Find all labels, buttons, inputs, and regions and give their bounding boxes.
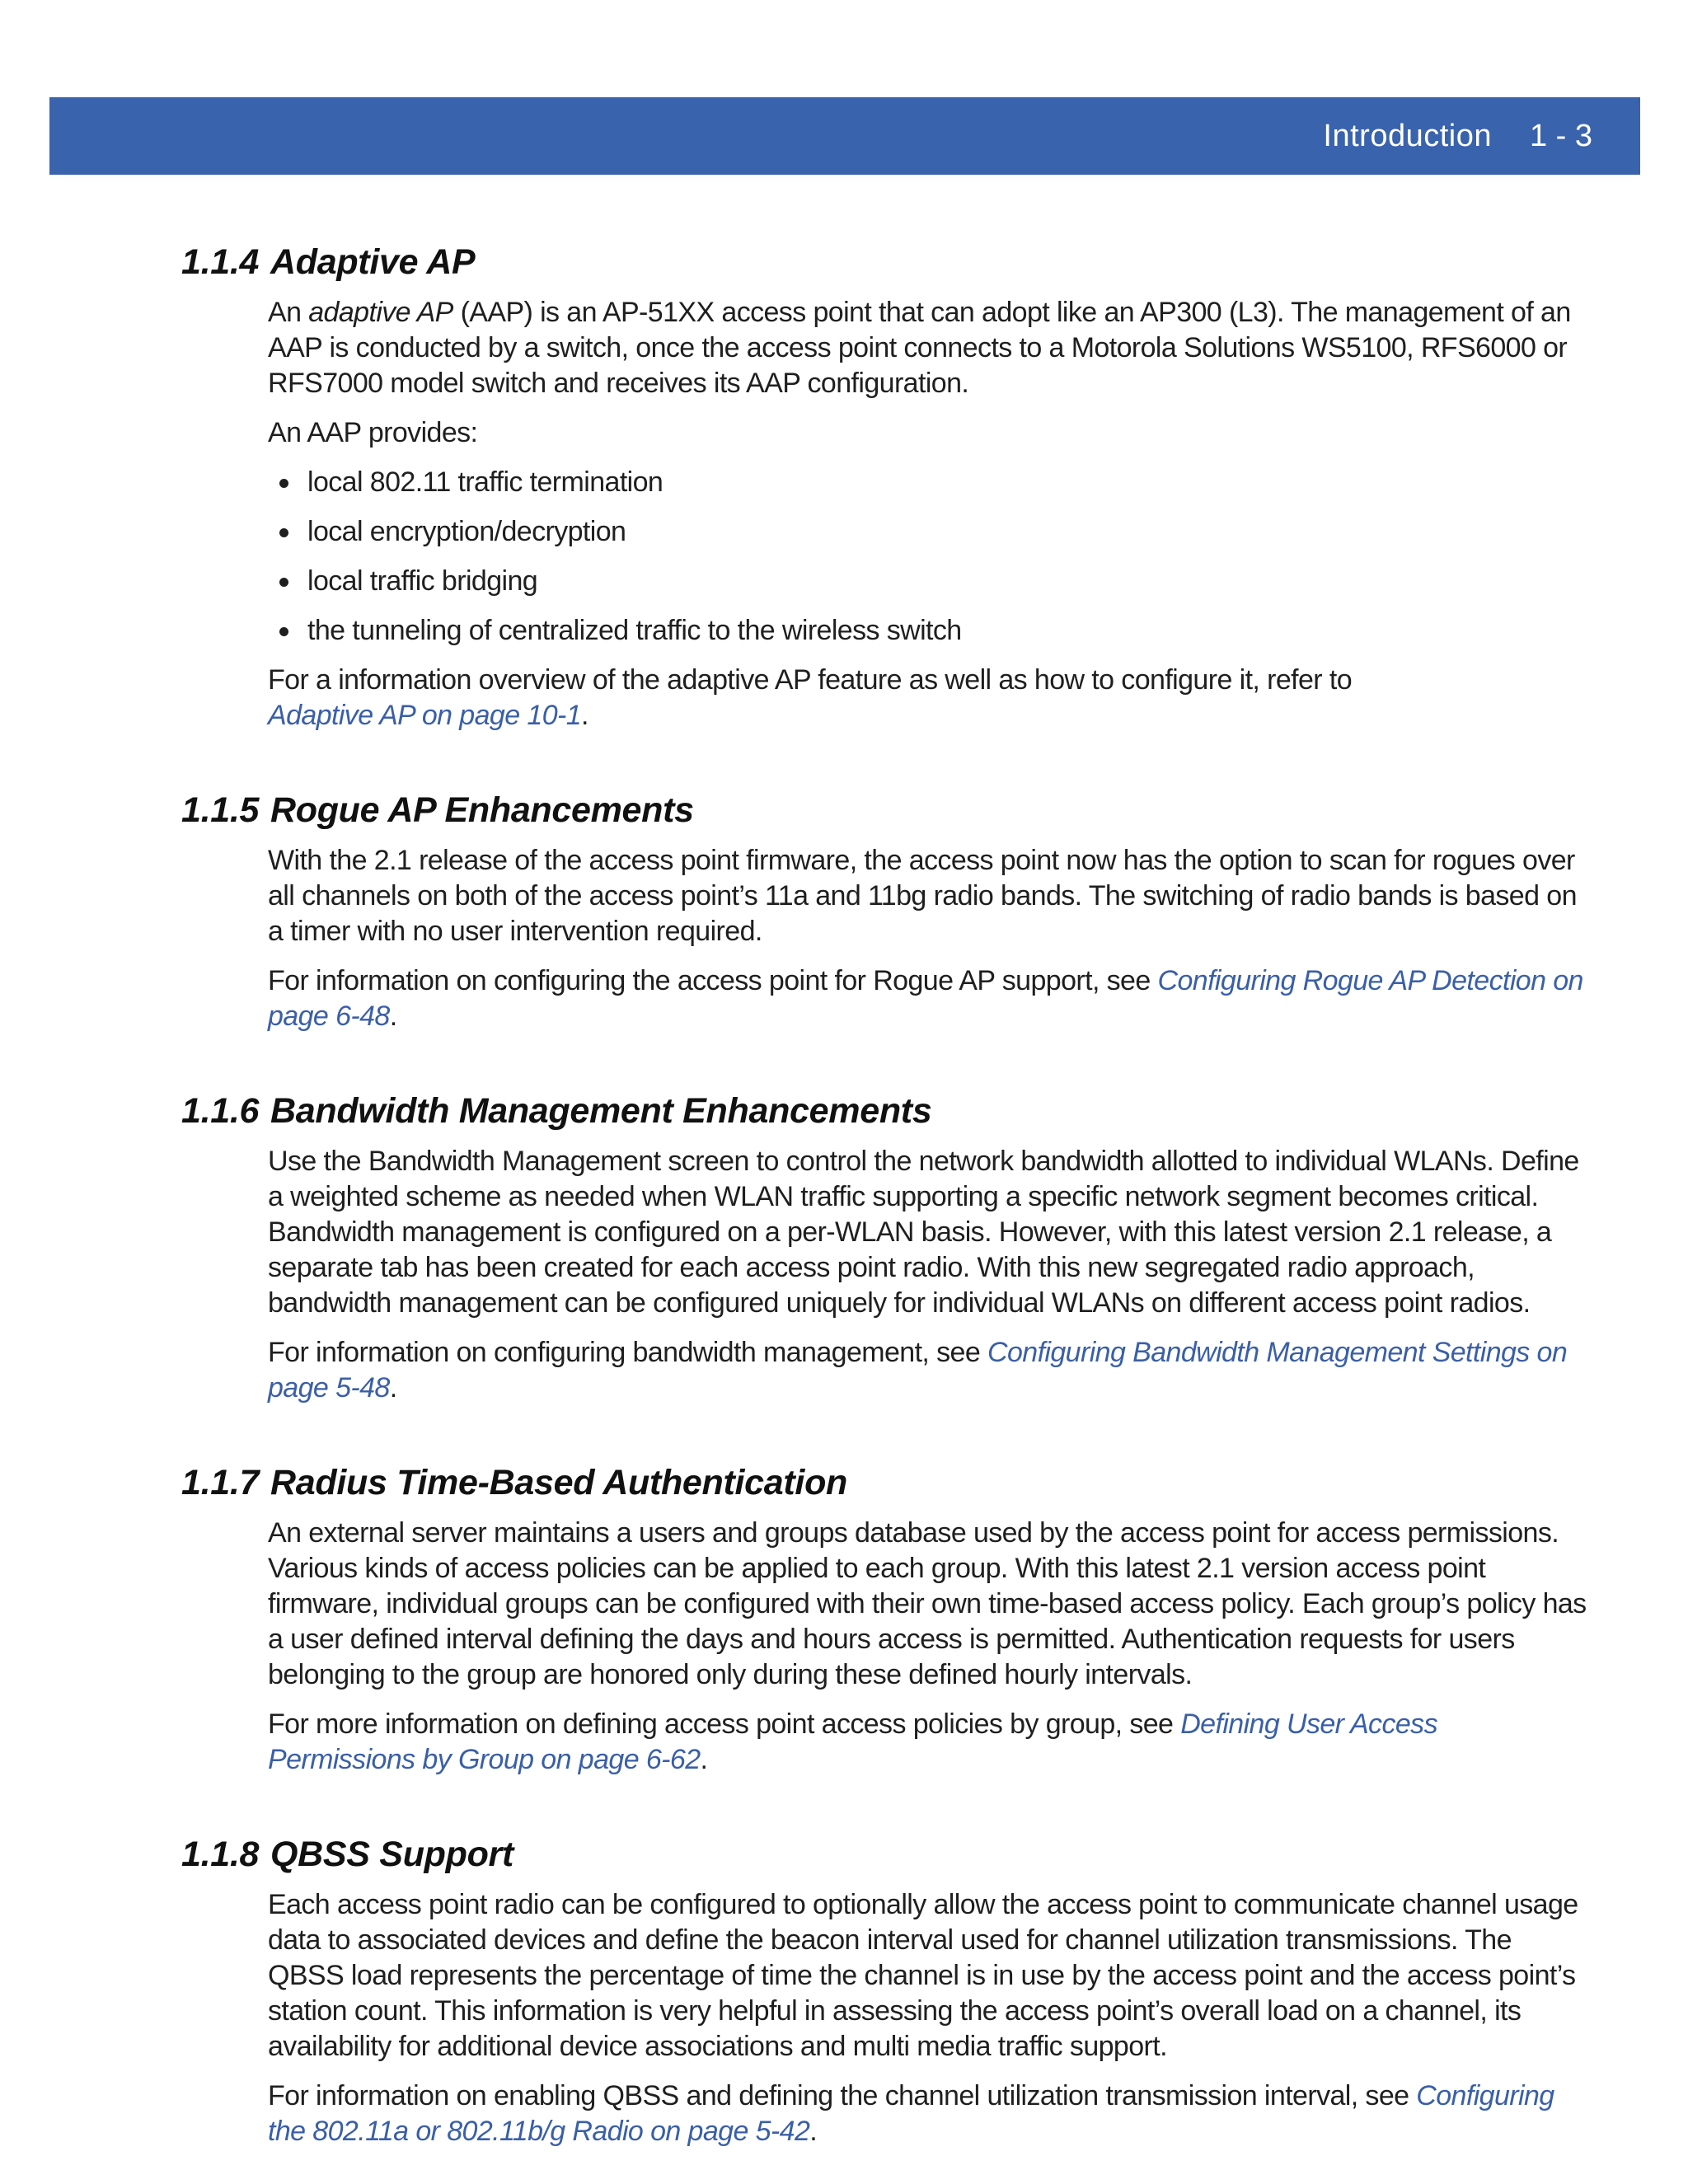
cross-reference-link[interactable]: Configuring Rogue AP Detection on page 6-48 bbox=[268, 965, 1583, 1032]
section-title: Rogue AP Enhancements bbox=[270, 790, 694, 830]
cross-reference-link[interactable]: Configuring Bandwidth Management Settings on page 5-48 bbox=[268, 1337, 1568, 1404]
paragraph: An AAP provides: bbox=[268, 417, 478, 448]
cross-reference-link[interactable]: Configuring the 802.11a or 802.11b/g Radio on page 5-42 bbox=[268, 2080, 1554, 2147]
list-item bbox=[268, 465, 1587, 500]
bullet-icon bbox=[279, 528, 288, 537]
section-number: 1.1.6 bbox=[181, 1091, 260, 1131]
section-qbss-support bbox=[0, 1831, 1688, 2149]
paragraph bbox=[268, 1707, 1587, 1778]
paragraph: Use the Bandwidth Management screen to control the network bandwidth allotted to individual WLANs. Define a weighted scheme as needed when WLAN traffic supporting a specific network segment becomes critical. Bandwidth management is configured on a per-WLAN basis. However, with this latest version 2.1 release, a separate tab has been created for each access point radio. With this new segregated radio approach, bandwidth management can be configured uniquely for individual WLANs on different access point radios. bbox=[268, 1146, 1579, 1319]
section-number: 1.1.5 bbox=[181, 790, 260, 830]
bullet-list bbox=[268, 465, 1587, 649]
list-item-text: the tunneling of centralized traffic to the wireless switch bbox=[307, 615, 962, 646]
running-header bbox=[49, 97, 1640, 175]
section-heading bbox=[0, 787, 1688, 833]
emphasis: adaptive AP bbox=[308, 297, 453, 328]
section-bandwidth-management bbox=[0, 1088, 1688, 1406]
section-rogue-ap bbox=[0, 787, 1688, 1034]
list-item bbox=[268, 514, 1587, 550]
bullet-icon bbox=[279, 627, 288, 636]
paragraph bbox=[268, 963, 1587, 1034]
section-adaptive-ap bbox=[0, 239, 1688, 733]
text-run: . bbox=[581, 700, 588, 731]
text-run: . bbox=[389, 1372, 397, 1404]
header-page-number: 1 - 3 bbox=[1529, 119, 1592, 153]
paragraph bbox=[268, 2079, 1587, 2149]
cross-reference-link[interactable]: Adaptive AP on page 10-1 bbox=[268, 700, 582, 731]
paragraph bbox=[268, 1335, 1587, 1406]
section-number: 1.1.4 bbox=[181, 242, 260, 282]
text-run: For information on enabling QBSS and defining the channel utilization transmission interval, see bbox=[268, 2080, 1417, 2111]
paragraph: An external server maintains a users and groups database used by the access point for access permissions. Various kinds of access policies can be applied to each group. With this latest 2.1 version access point firmware, individual groups can be configured with their own time-based access policy. Each group’s policy has a user defined interval defining the days and hours access is permitted. Authentication requests for users belonging to the group are honored only during these defined hourly intervals. bbox=[268, 1517, 1587, 1690]
section-title: Radius Time-Based Authentication bbox=[270, 1463, 848, 1502]
section-title: QBSS Support bbox=[270, 1835, 514, 1874]
text-run: (AAP) is an AP-51XX access point that can adopt like an AP300 (L3). The management of an AAP is conducted by a switch, once the access point connects to a Motorola Solutions WS5100, RFS6000 or RFS7000 model switch and receives its AAP configuration. bbox=[268, 297, 1571, 399]
list-item-text: local 802.11 traffic termination bbox=[307, 466, 663, 498]
section-heading bbox=[0, 1831, 1688, 1877]
text-run: . bbox=[700, 1744, 708, 1775]
paragraph: Each access point radio can be configured to optionally allow the access point to communicate channel usage data to associated devices and define the beacon interval used for channel utilization transmissions. The QBSS load represents the percentage of time the channel is in use by the access point and the access point’s station count. This information is very helpful in assessing the access point’s overall load on a channel, its availability for additional device associations and multi media traffic support. bbox=[268, 1889, 1578, 2062]
paragraph: With the 2.1 release of the access point firmware, the access point now has the option to scan for rogues over all channels on both of the access point’s 11a and 11bg radio bands. The switching of radio bands is based on a timer with no user intervention required. bbox=[268, 845, 1577, 947]
list-item bbox=[268, 613, 1587, 649]
section-number: 1.1.7 bbox=[181, 1463, 260, 1502]
section-heading bbox=[0, 239, 1688, 285]
bullet-icon bbox=[279, 479, 288, 488]
list-item-text: local traffic bridging bbox=[307, 565, 538, 597]
paragraph bbox=[268, 295, 1587, 401]
text-run: For a information overview of the adaptive AP feature as well as how to configure it, refer to bbox=[268, 664, 1353, 696]
list-item bbox=[268, 564, 1587, 599]
list-item-text: local encryption/decryption bbox=[307, 516, 626, 547]
text-run: For more information on defining access point access policies by group, see bbox=[268, 1708, 1181, 1740]
section-heading bbox=[0, 1460, 1688, 1506]
text-run: For information on configuring the access point for Rogue AP support, see bbox=[268, 965, 1158, 996]
section-title: Bandwidth Management Enhancements bbox=[270, 1091, 932, 1131]
page-content bbox=[0, 239, 1688, 2163]
text-run: . bbox=[809, 2116, 818, 2147]
section-title: Adaptive AP bbox=[270, 242, 476, 282]
text-run: For information on configuring bandwidth management, see bbox=[268, 1337, 987, 1368]
text-run: . bbox=[389, 1001, 397, 1032]
header-section-title: Introduction bbox=[1323, 119, 1492, 153]
paragraph bbox=[268, 663, 1587, 733]
cross-reference-link[interactable]: Defining User Access Permissions by Group on page 6-62 bbox=[268, 1708, 1437, 1775]
section-number: 1.1.8 bbox=[181, 1835, 260, 1874]
text-run: An bbox=[268, 297, 309, 328]
section-radius-time-based-auth bbox=[0, 1460, 1688, 1778]
section-heading bbox=[0, 1088, 1688, 1134]
bullet-icon bbox=[279, 578, 288, 587]
